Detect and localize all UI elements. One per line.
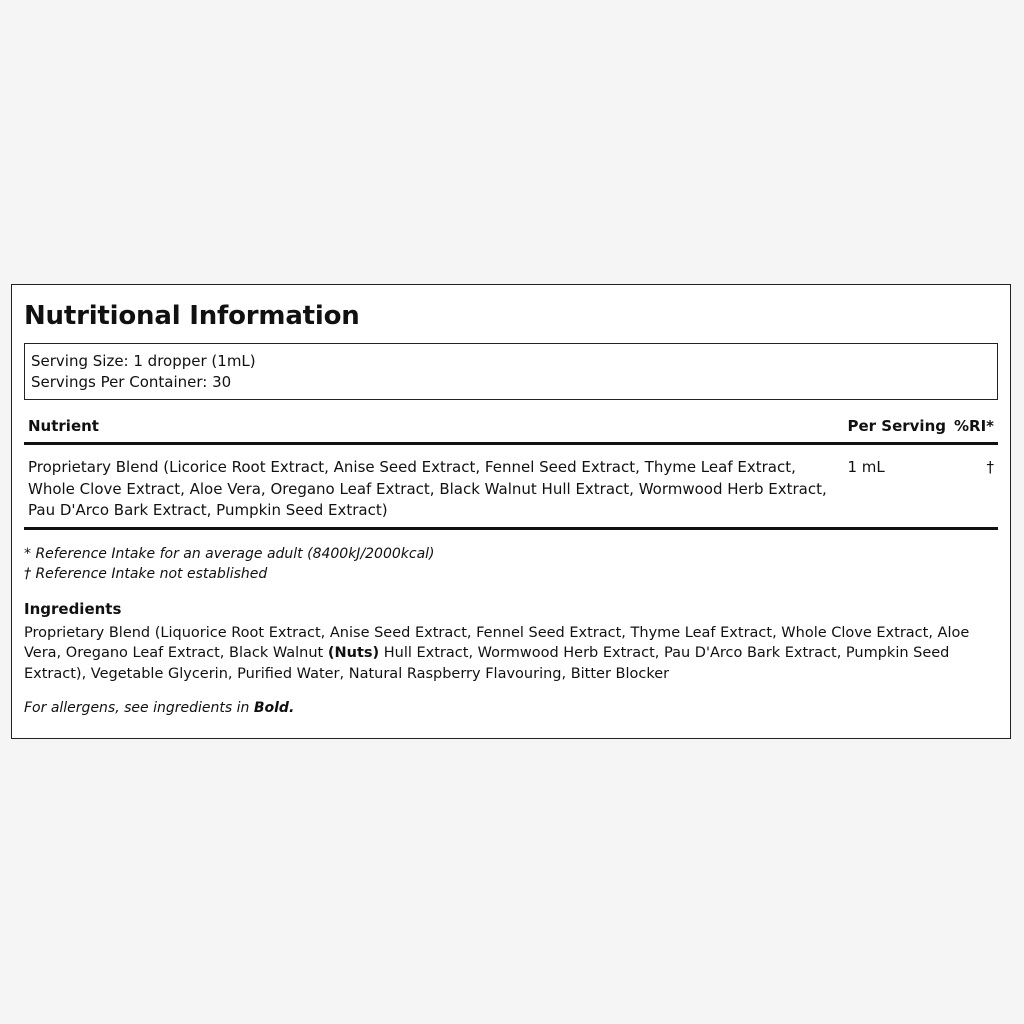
allergen-nuts: (Nuts) <box>327 645 380 661</box>
ingredients-heading: Ingredients <box>24 599 122 618</box>
allergen-note-prefix: For allergens, see ingredients in <box>24 700 254 716</box>
serving-size: Serving Size: 1 dropper (1mL) <box>31 352 256 370</box>
nutrient-cell: Proprietary Blend (Licorice Root Extract, Anise Seed Extract, Fennel Seed Extract, Thyme Leaf Extract, Whole Clove Extract, Aloe Vera, Oregano Leaf Extract, Black Walnut Hull Extract, Wormwood Herb Extract, Pau D'Arco Bark Extract, Pumpkin Seed Extract) <box>24 444 843 529</box>
page-title: Nutritional Information <box>24 301 360 331</box>
ingredients-text-part-2: Hull Extract, Wormwood Herb Extract, Pau D'Arco Bark Extract, Pumpkin Seed Extract), Vegetable Glycerin, Purified Water, Natural Raspberry Flavouring, Bitter Blocker <box>24 645 950 682</box>
serving-info-box <box>24 343 998 400</box>
nutrient-table <box>24 412 998 530</box>
servings-per-container: Servings Per Container: 30 <box>31 373 232 391</box>
allergen-note-bold-word: Bold. <box>253 700 295 716</box>
header-ri: %RI* <box>950 412 998 444</box>
ri-cell: † <box>950 444 998 529</box>
footnotes <box>24 544 998 585</box>
per-serving-cell: 1 mL <box>843 444 950 529</box>
ingredients-text <box>24 623 998 685</box>
header-per-serving: Per Serving <box>843 412 950 444</box>
nutrition-label-panel <box>11 284 1011 739</box>
footnote-reference-intake: * Reference Intake for an average adult (8400kJ/2000kcal) <box>24 545 435 562</box>
table-header-row <box>24 412 998 444</box>
header-nutrient: Nutrient <box>24 412 843 444</box>
allergen-note <box>24 698 998 718</box>
ingredients-text-part-1: Proprietary Blend (Liquorice Root Extract, Anise Seed Extract, Fennel Seed Extract, Thyme Leaf Extract, Whole Clove Extract, Aloe Vera, Oregano Leaf Extract, Black Walnut <box>24 624 970 661</box>
footnote-not-established: † Reference Intake not established <box>24 566 268 582</box>
table-row <box>24 444 998 529</box>
